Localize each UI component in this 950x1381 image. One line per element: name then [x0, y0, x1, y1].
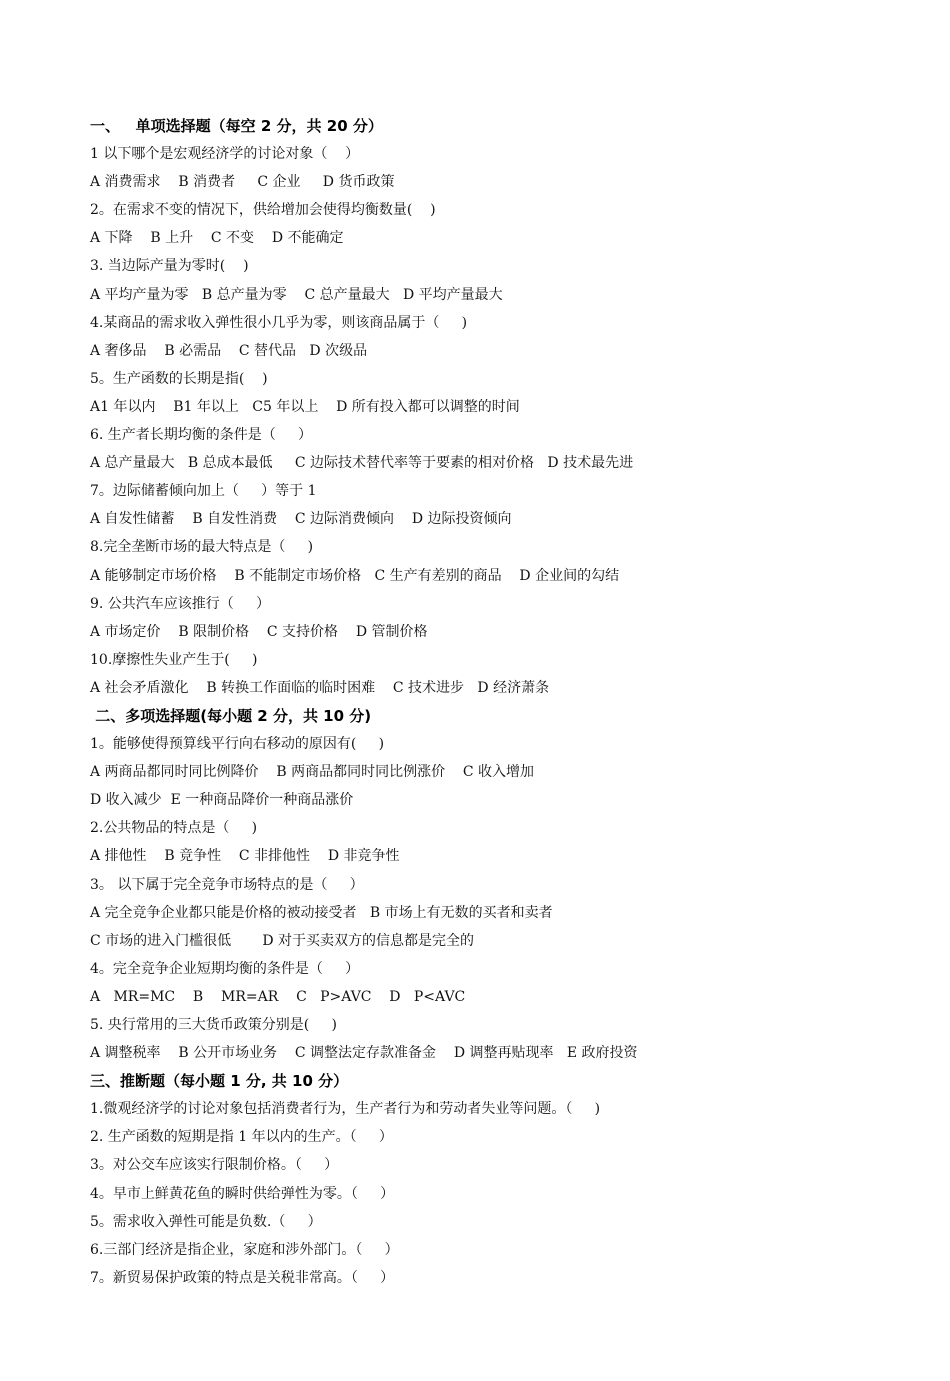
- section-heading: 三、推断题（每小题 1 分, 共 10 分）: [90, 1072, 349, 1091]
- question-line: A 社会矛盾激化 B 转换工作面临的临时困难 C 技术进步 D 经济萧条: [90, 679, 550, 696]
- question-line: 6. 生产者长期均衡的条件是（ ）: [90, 427, 313, 444]
- question-line: 5. 央行常用的三大货币政策分别是( ): [90, 1017, 337, 1033]
- question-line: 3。对公交车应该实行限制价格。（ ）: [90, 1157, 339, 1174]
- question-line: A 市场定价 B 限制价格 C 支持价格 D 管制价格: [90, 623, 428, 640]
- question-line: A 完全竞争企业都只能是价格的被动接受者 B 市场上有无数的买者和卖者: [90, 904, 553, 921]
- question-line: 7。边际储蓄倾向加上（ ）等于 1: [90, 483, 317, 500]
- question-line: A1 年以内 B1 年以上 C5 年以上 D 所有投入都可以调整的时间: [90, 398, 520, 415]
- question-line: 7。新贸易保护政策的特点是关税非常高。（ ）: [90, 1269, 395, 1286]
- question-line: 2。在需求不变的情况下，供给增加会使得均衡数量( ): [90, 202, 436, 219]
- question-line: 3。 以下属于完全竞争市场特点的是（ ）: [90, 876, 364, 893]
- question-line: 3. 当边际产量为零时( ): [90, 258, 249, 275]
- section-heading: 二、多项选择题(每小题 2 分，共 10 分): [90, 706, 372, 725]
- question-line: 1 以下哪个是宏观经济学的讨论对象（ ）: [90, 146, 360, 163]
- question-line: 5。生产函数的长期是指( ): [90, 370, 268, 387]
- document-body: [90, 112, 870, 1292]
- question-line: C 市场的进入门槛很低 D 对于买卖双方的信息都是完全的: [90, 932, 474, 949]
- question-line: A 平均产量为零 B 总产量为零 C 总产量最大 D 平均产量最大: [90, 286, 503, 303]
- question-line: 2.公共物品的特点是（ ): [90, 820, 258, 837]
- question-line: A 排他性 B 竞争性 C 非排他性 D 非竞争性: [90, 848, 400, 865]
- question-line: A MR=MC B MR=AR C P>AVC D P<AVC: [90, 988, 466, 1005]
- question-line: A 消费需求 B 消费者 C 企业 D 货币政策: [90, 174, 395, 191]
- question-line: 5。需求收入弹性可能是负数.（ ）: [90, 1213, 322, 1230]
- question-line: A 下降 B 上升 C 不变 D 不能确定: [90, 230, 344, 247]
- question-line: 6.三部门经济是指企业，家庭和涉外部门。（ ）: [90, 1241, 399, 1258]
- question-line: 4.某商品的需求收入弹性很小几乎为零，则该商品属于（ ): [90, 314, 468, 331]
- question-line: A 奢侈品 B 必需品 C 替代品 D 次级品: [90, 342, 368, 359]
- question-line: A 总产量最大 B 总成本最低 C 边际技术替代率等于要素的相对价格 D 技术最先进: [90, 455, 634, 472]
- question-line: D 收入减少 E 一种商品降价一种商品涨价: [90, 792, 354, 809]
- section-heading: 一、 单项选择题（每空 2 分，共 20 分）: [90, 117, 383, 135]
- question-line: A 调整税率 B 公开市场业务 C 调整法定存款准备金 D 调整再贴现率 E 政府投资: [90, 1045, 638, 1062]
- question-line: A 能够制定市场价格 B 不能制定市场价格 C 生产有差别的商品 D 企业间的勾结: [90, 567, 620, 584]
- question-line: A 自发性储蓄 B 自发性消费 C 边际消费倾向 D 边际投资倾向: [90, 511, 512, 528]
- question-line: 9. 公共汽车应该推行（ ）: [90, 595, 271, 612]
- question-line: 4。早市上鲜黄花鱼的瞬时供给弹性为零。（ ）: [90, 1185, 395, 1202]
- question-line: 4。完全竞争企业短期均衡的条件是（ ）: [90, 960, 360, 977]
- question-line: A 两商品都同时同比例降价 B 两商品都同时同比例涨价 C 收入增加: [90, 764, 535, 781]
- question-line: 2. 生产函数的短期是指 1 年以内的生产。（ ）: [90, 1129, 393, 1146]
- question-line: 10.摩擦性失业产生于( ): [90, 651, 258, 668]
- question-line: 8.完全垄断市场的最大特点是（ ): [90, 539, 314, 556]
- question-line: 1.微观经济学的讨论对象包括消费者行为，生产者行为和劳动者失业等问题。（ ): [90, 1101, 601, 1118]
- question-line: 1。能够使得预算线平行向右移动的原因有( ): [90, 736, 385, 753]
